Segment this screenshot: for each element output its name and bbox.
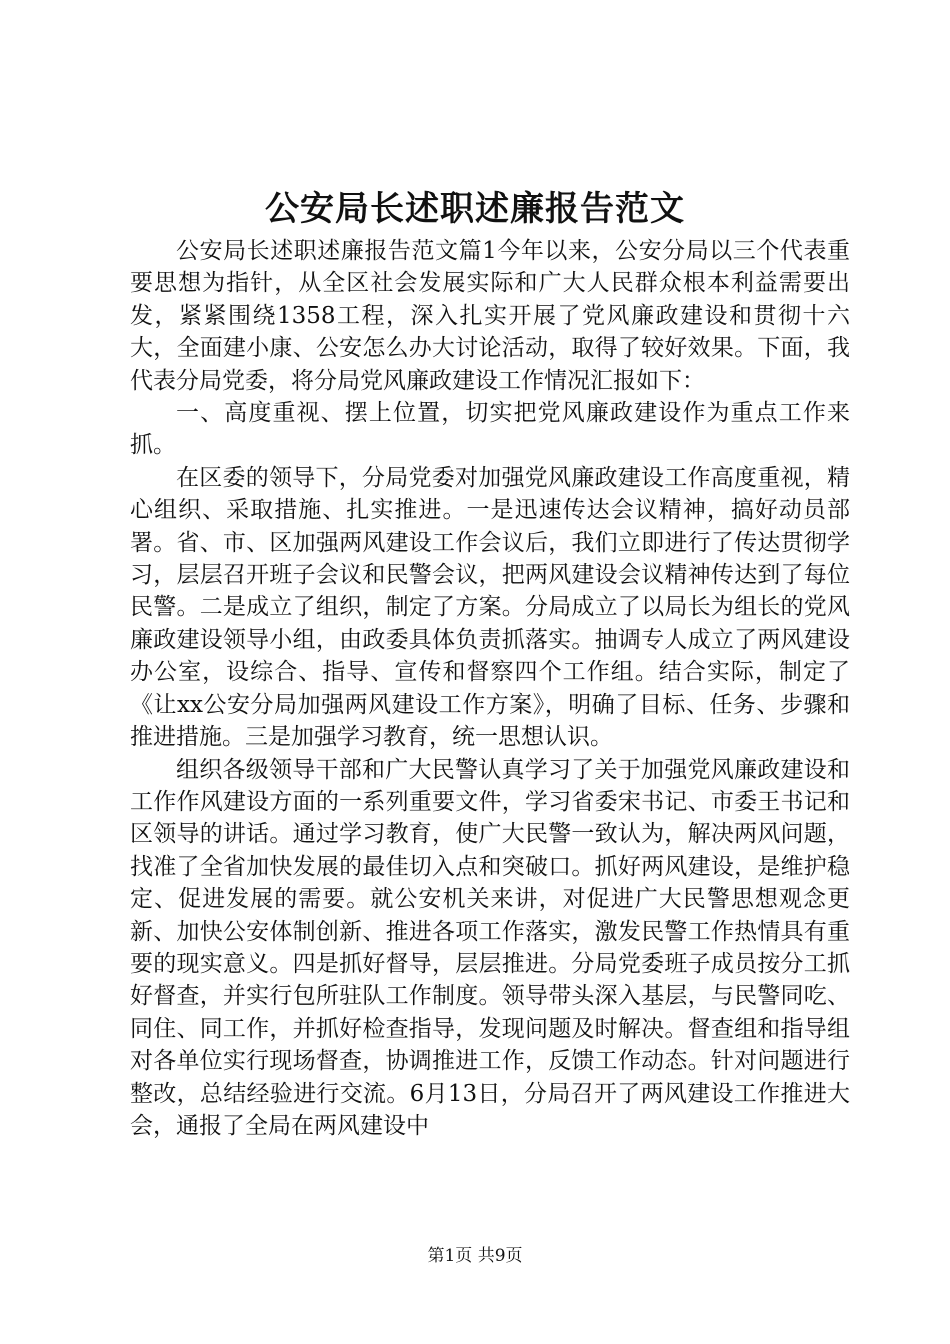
body-paragraph-1: 公安局长述职述廉报告范文篇1今年以来，公安分局以三个代表重要思想为指针，从全区社会发展实际和广大人民群众根本利益需要出发，紧紧围绕1358工程，深入扎实开展了党风廉政建设和贯彻十六大，全面建小康、公安怎么办大讨论活动，取得了较好效果。下面，我代表分局党委，将分局党风廉政建设工作情况汇报如下： [130, 238, 850, 394]
document-title: 公安局长述职述廉报告范文 [265, 189, 685, 229]
page-footer: 第1页 共9页 [427, 1246, 523, 1266]
body-paragraph-4: 组织各级领导干部和广大民警认真学习了关于加强党风廉政建设和工作作风建设方面的一系列重要文件，学习省委宋书记、市委王书记和区领导的讲话。通过学习教育，使广大民警一致认为，解决两风问题，找准了全省加快发展的最佳切入点和突破口。抓好两风建设，是维护稳定、促进发展的需要。就公安机关来讲，对促进广大民警思想观念更新、加快公安体制创新、推进各项工作落实，激发民警工作热情具有重要的现实意义。四是抓好督导，层层推进。分局党委班子成员按分工抓好督查，并实行包所驻队工作制度。领导带头深入基层，与民警同吃、同住、同工作，并抓好检查指导，发现问题及时解决。督查组和指导组对各单位实行现场督查，协调推进工作，反馈工作动态。针对问题进行整改，总结经验进行交流。6月13日，分局召开了两风建设工作推进大会，通报了全局在两风建设中 [130, 756, 850, 1139]
body-paragraph-3: 在区委的领导下，分局党委对加强党风廉政建设工作高度重视，精心组织、采取措施、扎实推进。一是迅速传达会议精神，搞好动员部署。省、市、区加强两风建设工作会议后，我们立即进行了传达贯彻学习，层层召开班子会议和民警会议，把两风建设会议精神传达到了每位民警。二是成立了组织，制定了方案。分局成立了以局长为组长的党风廉政建设领导小组，由政委具体负责抓落实。抽调专人成立了两风建设办公室，设综合、指导、宣传和督察四个工作组。结合实际，制定了《让xx公安分局加强两风建设工作方案》，明确了目标、任务、步骤和推进措施。三是加强学习教育，统一思想认识。 [130, 464, 850, 751]
body-paragraph-2: 一、高度重视、摆上位置，切实把党风廉政建设作为重点工作来抓。 [130, 400, 850, 459]
document-body [130, 235, 850, 1142]
